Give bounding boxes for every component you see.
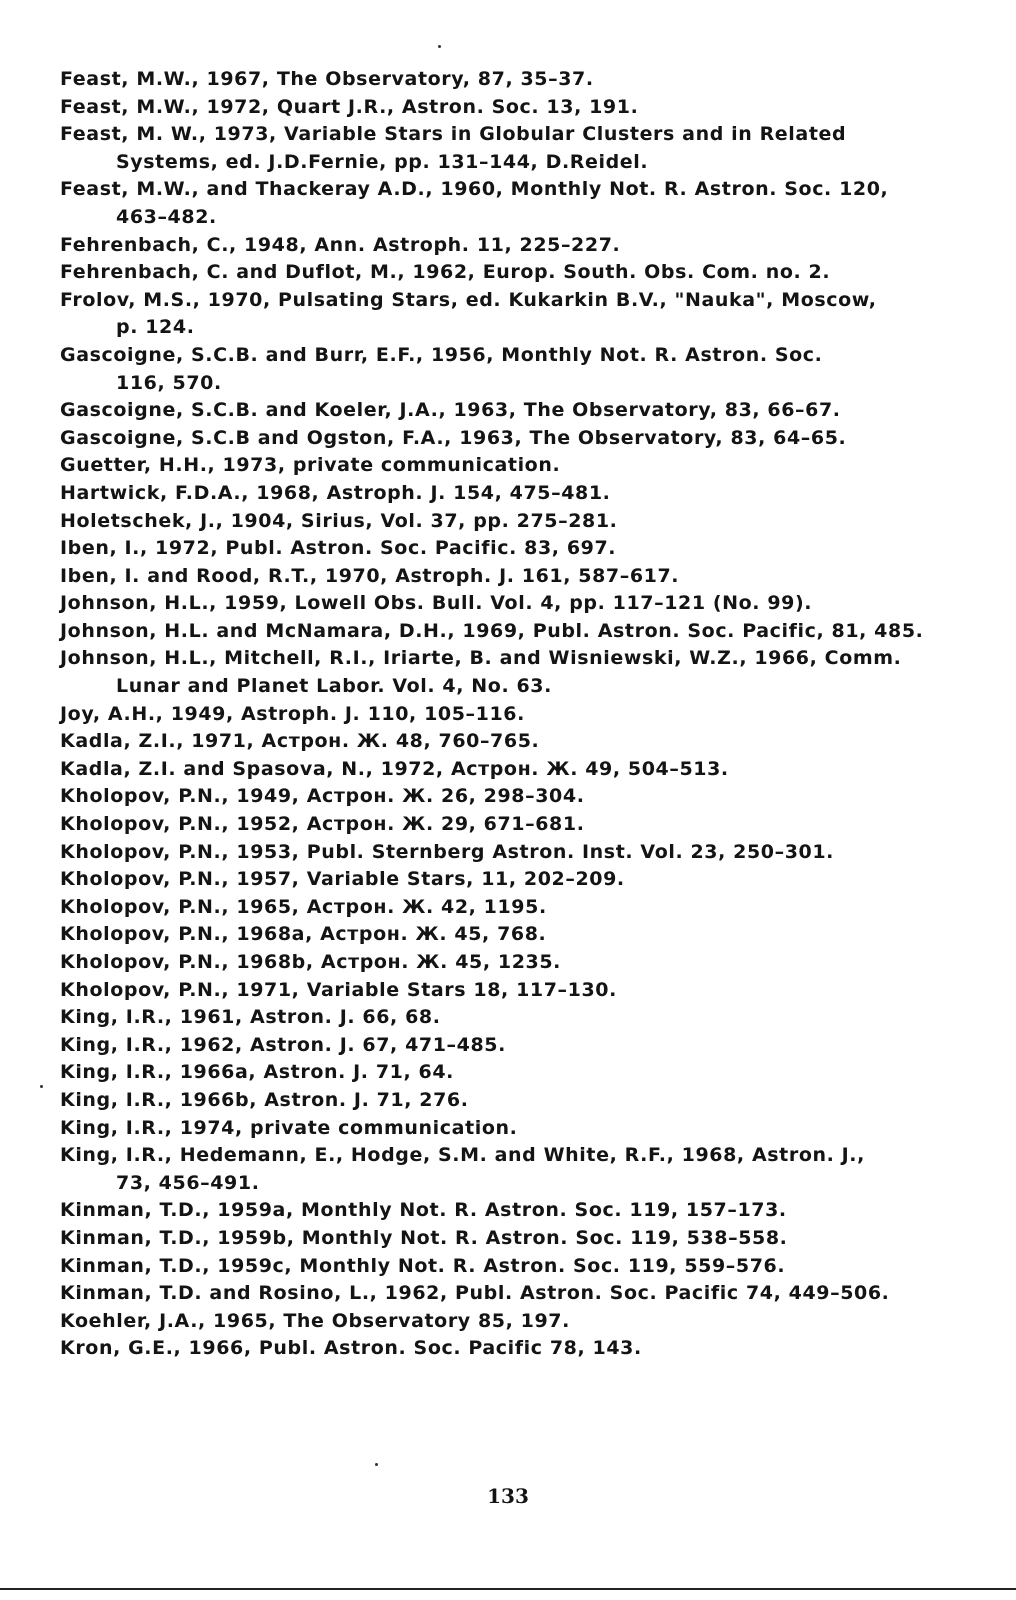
speck-mark — [40, 1085, 43, 1088]
reference-entry — [60, 783, 980, 811]
reference-entry — [60, 618, 980, 646]
reference-line: Holetschek, J., 1904, Sirius, Vol. 37, pp. 275–281. — [60, 509, 618, 532]
reference-line: Kron, G.E., 1966, Publ. Astron. Soc. Pacific 78, 143. — [60, 1337, 642, 1360]
reference-line: Kholopov, P.N., 1965, Астрон. Ж. 42, 1195. — [60, 895, 547, 918]
reference-line: Gascoigne, S.C.B and Ogston, F.A., 1963, The Observatory, 83, 64–65. — [60, 426, 847, 449]
reference-entry — [60, 121, 980, 176]
speck-mark — [438, 45, 441, 48]
reference-line: King, I.R., 1962, Astron. J. 67, 471–485. — [60, 1033, 506, 1056]
reference-entry — [60, 452, 980, 480]
reference-line: Kadla, Z.I., 1971, Астрон. Ж. 48, 760–765. — [60, 730, 540, 753]
reference-entry — [60, 425, 980, 453]
reference-entry — [60, 811, 980, 839]
page-number: 133 — [487, 1484, 529, 1508]
reference-line: Johnson, H.L. and McNamara, D.H., 1969, Publ. Astron. Soc. Pacific, 81, 485. — [60, 619, 924, 642]
reference-line: Guetter, H.H., 1973, private communication. — [60, 454, 561, 477]
reference-line: Kholopov, P.N., 1957, Variable Stars, 11, 202–209. — [60, 868, 625, 891]
reference-line: King, I.R., 1974, private communication. — [60, 1116, 518, 1139]
reference-line: Kinman, T.D., 1959c, Monthly Not. R. Astron. Soc. 119, 559–576. — [60, 1254, 786, 1277]
reference-entry — [60, 1087, 980, 1115]
reference-entry — [60, 176, 980, 231]
reference-line: Kholopov, P.N., 1949, Астрон. Ж. 26, 298–304. — [60, 785, 585, 808]
reference-entry — [60, 1004, 980, 1032]
reference-entry — [60, 94, 980, 122]
reference-entry — [60, 66, 980, 94]
reference-entry — [60, 701, 980, 729]
reference-entry — [60, 397, 980, 425]
reference-entry — [60, 1280, 980, 1308]
reference-entry — [60, 1197, 980, 1225]
reference-line: Koehler, J.A., 1965, The Observatory 85, 197. — [60, 1309, 570, 1332]
reference-entry — [60, 342, 980, 397]
reference-line: Kholopov, P.N., 1953, Publ. Sternberg Astron. Inst. Vol. 23, 250–301. — [60, 840, 835, 863]
reference-entry — [60, 1253, 980, 1281]
reference-continuation-line: 116, 570. — [116, 371, 222, 394]
reference-entry — [60, 1032, 980, 1060]
reference-entry — [60, 232, 980, 260]
reference-line: Feast, M.W., and Thackeray A.D., 1960, Monthly Not. R. Astron. Soc. 120, — [60, 178, 889, 201]
reference-entry — [60, 1059, 980, 1087]
reference-line: King, I.R., 1961, Astron. J. 66, 68. — [60, 1006, 441, 1029]
reference-entry — [60, 259, 980, 287]
reference-entry — [60, 728, 980, 756]
reference-entry — [60, 508, 980, 536]
reference-line: Kinman, T.D. and Rosino, L., 1962, Publ. Astron. Soc. Pacific 74, 449–506. — [60, 1282, 890, 1305]
reference-line: Kadla, Z.I. and Spasova, N., 1972, Астрон. Ж. 49, 504–513. — [60, 757, 729, 780]
reference-entry — [60, 1308, 980, 1336]
reference-line: King, I.R., Hedemann, E., Hodge, S.M. and White, R.F., 1968, Astron. J., — [60, 1144, 865, 1167]
reference-line: Feast, M.W., 1972, Quart J.R., Astron. Soc. 13, 191. — [60, 95, 639, 118]
reference-continuation-line: p. 124. — [116, 316, 195, 339]
reference-entry — [60, 839, 980, 867]
reference-continuation-line: Systems, ed. J.D.Fernie, pp. 131–144, D.Reidel. — [116, 150, 649, 173]
reference-line: Gascoigne, S.C.B. and Burr, E.F., 1956, Monthly Not. R. Astron. Soc. — [60, 343, 823, 366]
reference-continuation-line: 73, 456–491. — [116, 1171, 260, 1194]
reference-entry — [60, 921, 980, 949]
reference-entry — [60, 590, 980, 618]
reference-continuation-line: Lunar and Planet Labor. Vol. 4, No. 63. — [116, 675, 552, 698]
reference-entry — [60, 535, 980, 563]
reference-entry — [60, 756, 980, 784]
reference-line: Kholopov, P.N., 1968a, Астрон. Ж. 45, 768. — [60, 923, 547, 946]
reference-entry — [60, 1335, 980, 1363]
reference-line: Feast, M. W., 1973, Variable Stars in Globular Clusters and in Related — [60, 123, 847, 146]
reference-line: Iben, I., 1972, Publ. Astron. Soc. Pacific. 83, 697. — [60, 537, 617, 560]
reference-line: Gascoigne, S.C.B. and Koeler, J.A., 1963, The Observatory, 83, 66–67. — [60, 399, 841, 422]
reference-entry — [60, 1115, 980, 1143]
speck-mark — [375, 1463, 378, 1466]
reference-line: Feast, M.W., 1967, The Observatory, 87, 35–37. — [60, 68, 594, 90]
reference-line: King, I.R., 1966a, Astron. J. 71, 64. — [60, 1061, 454, 1084]
reference-entry — [60, 894, 980, 922]
reference-continuation-line: 463–482. — [116, 205, 217, 228]
reference-entry — [60, 1142, 980, 1197]
reference-entry — [60, 949, 980, 977]
reference-list — [60, 66, 980, 1363]
reference-line: Fehrenbach, C. and Duflot, M., 1962, Europ. South. Obs. Com. no. 2. — [60, 261, 831, 284]
bottom-rule — [0, 1588, 1016, 1590]
reference-entry — [60, 480, 980, 508]
reference-line: Fehrenbach, C., 1948, Ann. Astroph. 11, 225–227. — [60, 233, 621, 256]
reference-line: Hartwick, F.D.A., 1968, Astroph. J. 154, 475–481. — [60, 481, 611, 504]
reference-line: Johnson, H.L., Mitchell, R.I., Iriarte, B. and Wisniewski, W.Z., 1966, Comm. — [60, 647, 902, 670]
reference-line: Kinman, T.D., 1959b, Monthly Not. R. Astron. Soc. 119, 538–558. — [60, 1226, 788, 1249]
reference-line: Johnson, H.L., 1959, Lowell Obs. Bull. Vol. 4, pp. 117–121 (No. 99). — [60, 592, 813, 615]
reference-line: Iben, I. and Rood, R.T., 1970, Astroph. J. 161, 587–617. — [60, 564, 680, 587]
reference-entry — [60, 287, 980, 342]
reference-line: Kholopov, P.N., 1971, Variable Stars 18, 117–130. — [60, 978, 617, 1001]
reference-entry — [60, 977, 980, 1005]
reference-line: Joy, A.H., 1949, Astroph. J. 110, 105–116. — [60, 702, 525, 725]
reference-entry — [60, 866, 980, 894]
reference-line: Frolov, M.S., 1970, Pulsating Stars, ed. Kukarkin B.V., "Nauka", Moscow, — [60, 288, 877, 311]
reference-line: Kholopov, P.N., 1952, Астрон. Ж. 29, 671–681. — [60, 813, 585, 836]
reference-line: King, I.R., 1966b, Astron. J. 71, 276. — [60, 1088, 469, 1111]
reference-line: Kinman, T.D., 1959a, Monthly Not. R. Astron. Soc. 119, 157–173. — [60, 1199, 787, 1222]
reference-line: Kholopov, P.N., 1968b, Астрон. Ж. 45, 1235. — [60, 951, 561, 973]
reference-entry — [60, 645, 980, 700]
reference-entry — [60, 1225, 980, 1253]
reference-entry — [60, 563, 980, 591]
